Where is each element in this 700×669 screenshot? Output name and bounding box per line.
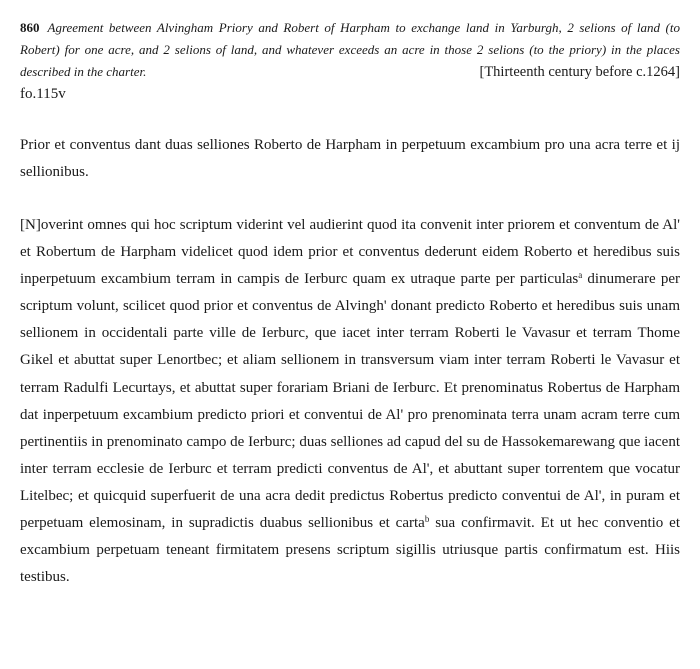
charter-text <box>20 212 680 591</box>
footnote-marker-b: b <box>424 514 430 525</box>
charter-text-part-2: dinumerare per scriptum volunt, scilicet quod prior et conventus de Alvingh' donant predicto Roberto et heredibus suis unam sellionem in occidentali parte ville de Ierburc, que iacet inter terram Roberti le Vavasur et terram Thome Gikel et abuttat super Lenortbec; et aliam sellionem in transversum viam inter terram Roberti le Vavasur et terram Radulfi Lecurtays, et abuttat super forariam Briani de Ierburc. Et prenominatus Robertus de Harpham dat inperpetuum excambium predicto priori et conventui de Al' pro prenominata terra unam acram terre cum pertinentiis in prenominato campo de Ierburc; duas selliones ad capud del su de Hassokemarewang que iacent inter terram ecclesie de Ierburc et terram predicti conventus de Al', et abuttant super torrentem que vocatur Litelbec; et quicquid superfuerit de una acra dedit predictus Robertus predicto conventui de Al', in puram et perpetuam elemosinam, in supradictis duabus sellionibus et carta <box>20 271 681 532</box>
entry-title: Agreement between Alvingham Priory and Robert of Harpham to exchange land in Yarburgh, 2 selions of land (to Robert) for one acre, and 2 selions of land, and whatever exceeds an acre in those 2 selions (to the priory) in the places described in the charter. <box>20 20 680 79</box>
latin-summary: Prior et conventus dant duas selliones Roberto de Harpham in perpetuum excambium pro una acra terre et ij sellionibus. <box>20 137 680 180</box>
charter-text-part-3: sua confirmavit. Et ut hec conventio et excambium perpetuam teneant firmitatem presens scriptum sigillis utriusque partis confirmatum est. Hiis testibus. <box>20 515 680 586</box>
entry-number: 860 <box>20 20 40 35</box>
document-page <box>20 17 680 591</box>
entry-heading <box>20 17 680 83</box>
entry-date: [Thirteenth century before c.1264] <box>479 64 680 80</box>
charter-text-part-1: [N]overint omnes qui hoc scriptum viderint vel audierint quod ita convenit inter priorem et conventum de Al' et Robertum de Harpham videlicet quod idem prior et conventus dederunt eidem Roberto et heredibus suis inperpetuum excambium terram in campis de Ierburc quam ex utraque parte per particulas <box>20 217 680 288</box>
folio-reference: fo.115v <box>20 86 66 102</box>
footnote-marker-a: a <box>578 270 583 281</box>
